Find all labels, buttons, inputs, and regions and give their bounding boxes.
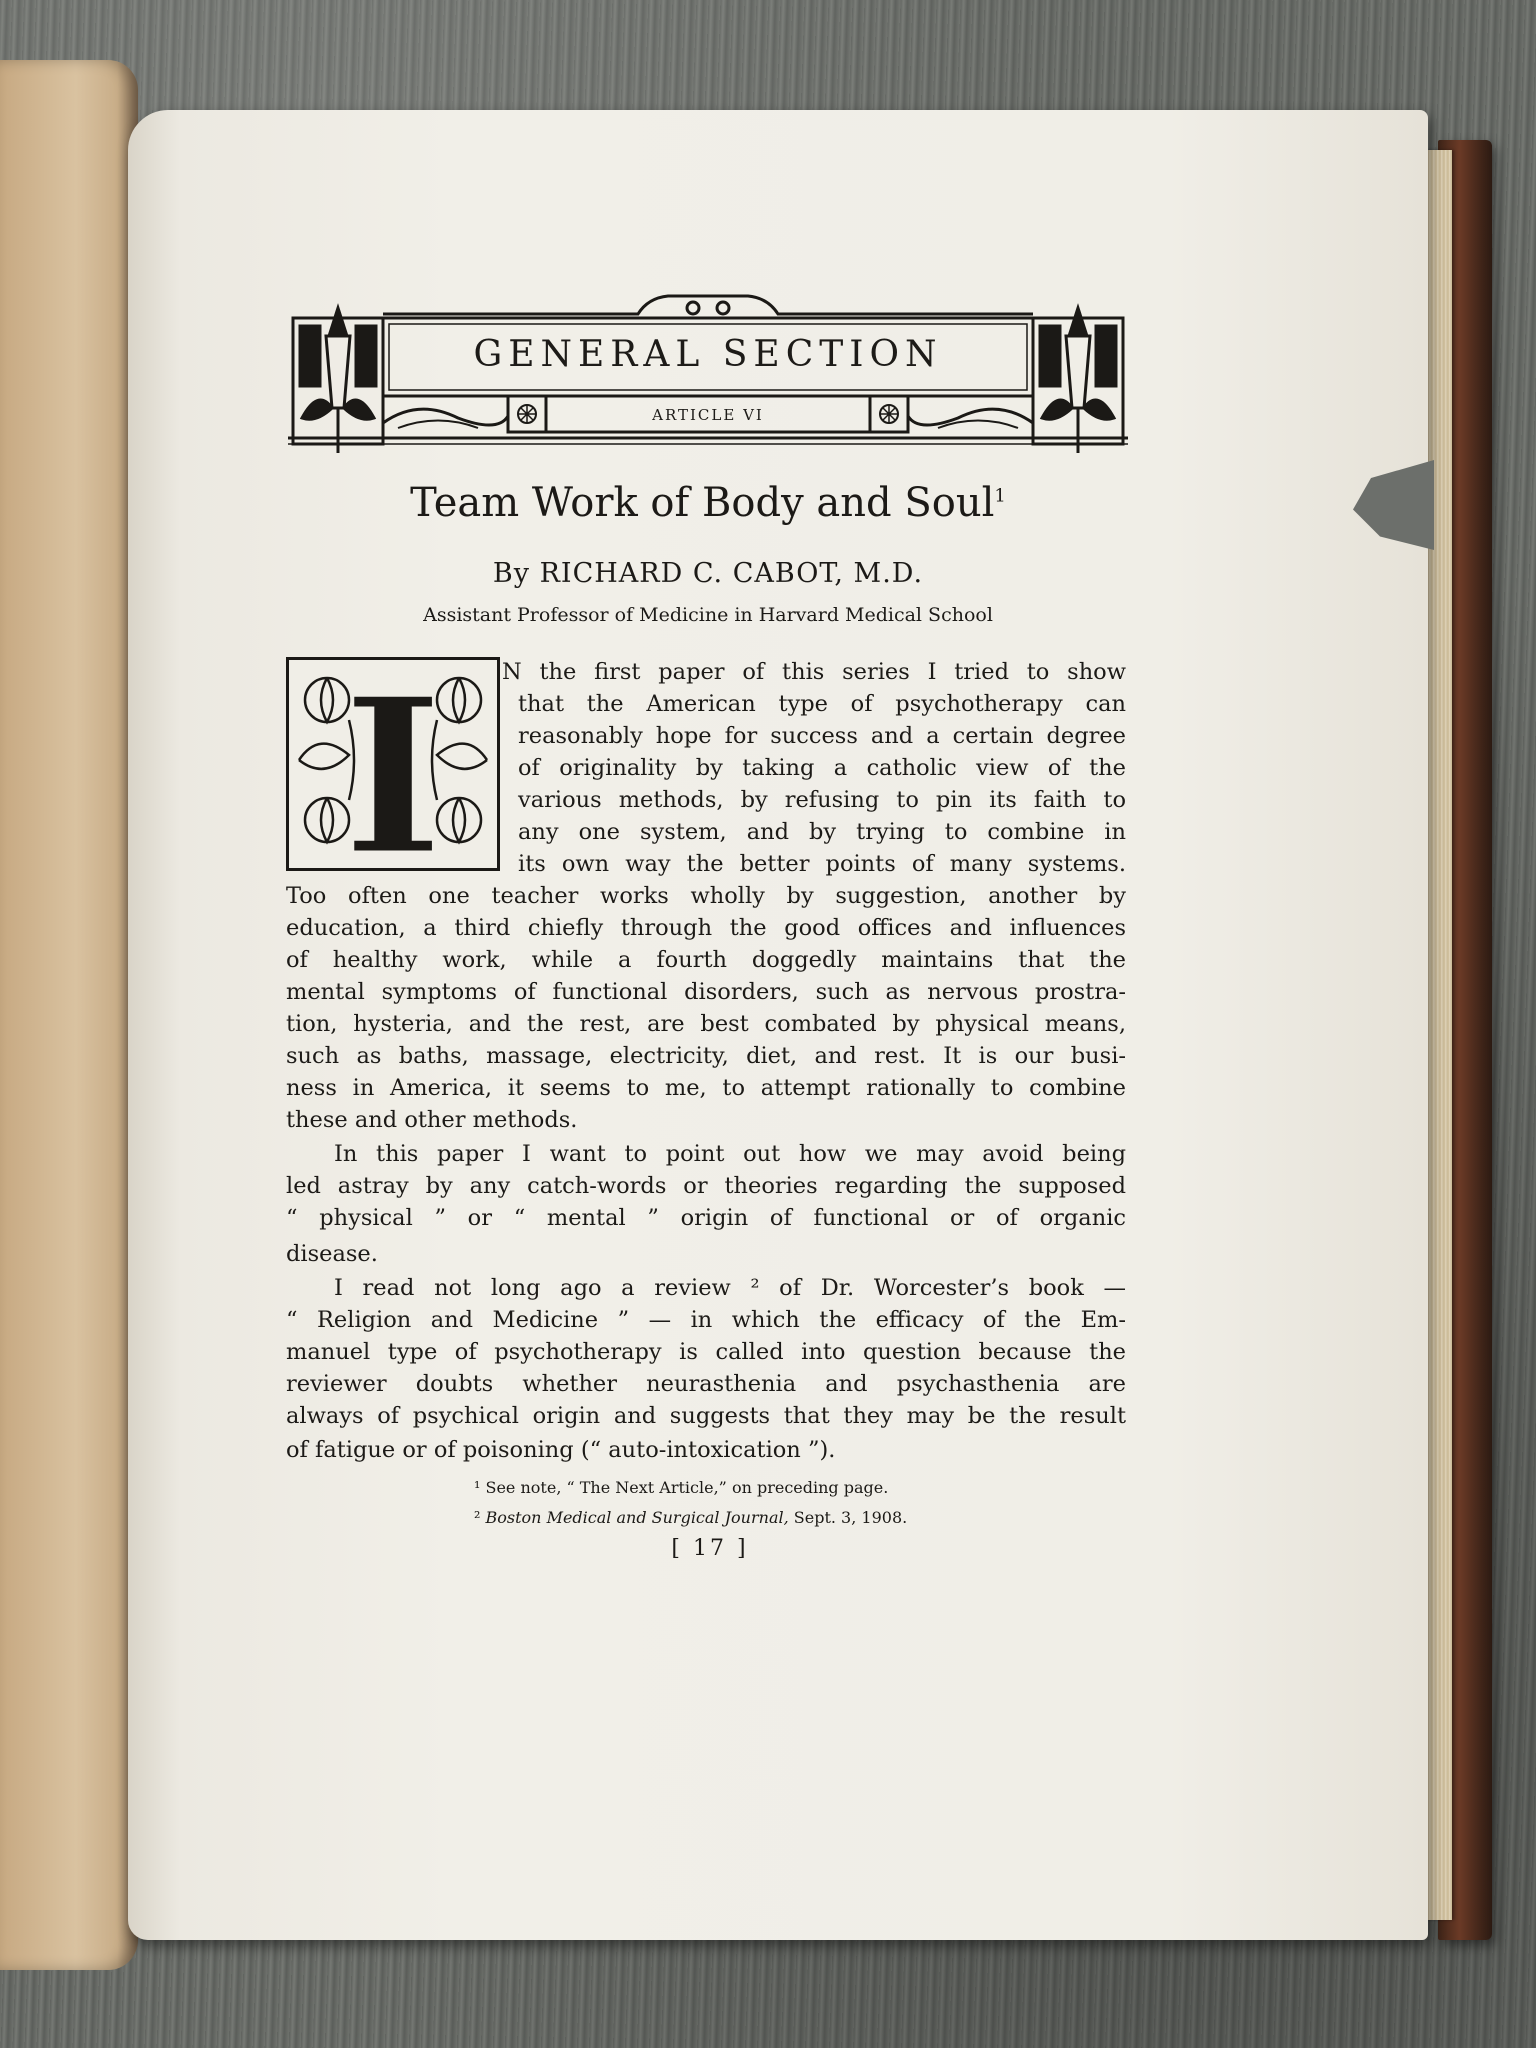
body-line: mental symptoms of functional disorders, such as nervous prostra- — [286, 979, 1126, 1005]
body-line: these and other methods. — [286, 1107, 578, 1133]
body-line: of fatigue or of poisoning (“ auto-intoxication ”). — [286, 1437, 836, 1463]
footnote-2-date: Sept. 3, 1908. — [793, 1508, 908, 1527]
footnote-1: ¹ See note, “ The Next Article,” on preceding page. — [474, 1478, 889, 1497]
body-line: of healthy work, while a fourth doggedly maintains that the — [286, 947, 1126, 973]
body-line: manuel type of psychotherapy is called into question because the — [286, 1339, 1126, 1365]
body-line: “ Religion and Medicine ” — in which the efficacy of the Em- — [286, 1307, 1126, 1333]
body-line: always of psychical origin and suggests that they may be the result — [286, 1403, 1126, 1429]
body-line: Too often one teacher works wholly by suggestion, another by — [286, 883, 1126, 909]
author-affiliation: Assistant Professor of Medicine in Harvard Medical School — [423, 604, 993, 626]
body-line: such as baths, massage, electricity, diet, and rest. It is our busi- — [286, 1043, 1126, 1069]
body-line: tion, hysteria, and the rest, are best combated by physical means, — [286, 1011, 1126, 1037]
body-line: ness in America, it seems to me, to attempt rationally to combine — [286, 1075, 1126, 1101]
body-line: education, a third chiefly through the good offices and influences — [286, 915, 1126, 941]
header-ornament — [288, 288, 1128, 468]
article-title-text: Team Work of Body and Soul — [410, 480, 995, 526]
body-line: various methods, by refusing to pin its faith to — [518, 787, 1126, 813]
body-line: disease. — [286, 1241, 378, 1267]
body-line: any one system, and by trying to combine in — [518, 819, 1126, 845]
article-label: ARTICLE VI — [652, 406, 764, 424]
body-line: In this paper I want to point out how we may avoid being — [334, 1141, 1126, 1167]
drop-cap — [286, 657, 500, 871]
body-line: reasonably hope for success and a certain degree — [518, 723, 1126, 749]
page-number: [ 17 ] — [671, 1536, 749, 1561]
body-line: N the first paper of this series I tried to show — [502, 659, 1126, 685]
section-heading: GENERAL SECTION — [473, 334, 943, 375]
body-line: I read not long ago a review ² of Dr. Worcester’s book — — [334, 1275, 1126, 1301]
body-line: reviewer doubts whether neurasthenia and psychasthenia are — [286, 1371, 1126, 1397]
footnote-2-journal: Boston Medical and Surgical Journal, — [485, 1508, 789, 1527]
left-page — [0, 60, 138, 1970]
body-line: of originality by taking a catholic view of the — [518, 755, 1126, 781]
title-footnote-mark: 1 — [994, 485, 1006, 507]
body-line: led astray by any catch-words or theories regarding the supposed — [286, 1173, 1126, 1199]
body-line: its own way the better points of many systems. — [518, 851, 1126, 877]
footnote-2-mark: ² — [474, 1508, 481, 1527]
article-title — [286, 480, 1130, 526]
footnote-2 — [474, 1508, 907, 1527]
body-line: “ physical ” or “ mental ” origin of functional or of organic — [286, 1205, 1126, 1231]
author-byline: By RICHARD C. CABOT, M.D. — [492, 558, 924, 589]
body-line: that the American type of psychotherapy can — [518, 691, 1126, 717]
drop-cap-letter: I — [342, 660, 444, 868]
drop-cap-ornament — [289, 660, 497, 868]
